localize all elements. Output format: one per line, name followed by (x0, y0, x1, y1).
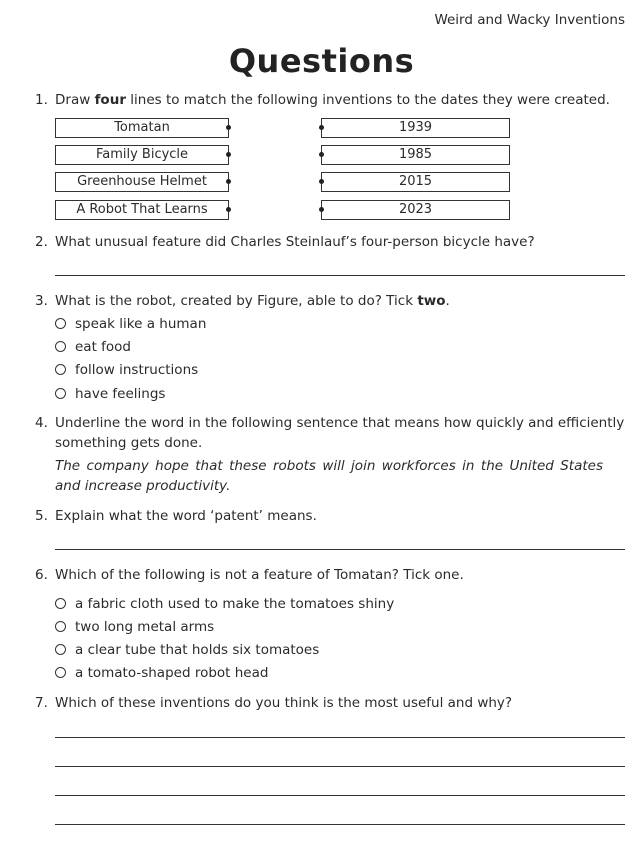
option-label: follow instructions (75, 362, 199, 378)
option-label: a tomato-shaped robot head (75, 665, 269, 681)
question-text: Underline the word in the following sentence that means how quickly and efficiently something gets done. (55, 415, 625, 451)
question-text (55, 90, 625, 110)
option-label: a clear tube that holds six tomatoes (75, 642, 320, 658)
question-5 (35, 506, 625, 526)
option-eat-food[interactable] (55, 337, 131, 357)
question-1 (35, 90, 625, 110)
quoted-sentence: The company hope that these robots will join workforces in the United States and increase productivity. (55, 458, 603, 494)
question-number: 2. (35, 234, 48, 250)
invention-box-robot-that-learns (55, 200, 229, 220)
answer-line[interactable] (55, 737, 625, 738)
date-label: 2023 (398, 202, 433, 217)
invention-label: A Robot That Learns (76, 202, 208, 217)
date-box-2015 (321, 172, 510, 192)
option-label: two long metal arms (75, 619, 215, 635)
date-label: 1939 (398, 120, 433, 135)
radio-icon[interactable] (55, 341, 66, 352)
date-label: 1985 (398, 147, 433, 162)
question-text-part: Draw (55, 92, 95, 108)
question-text-bold: four (94, 92, 126, 108)
match-dot-right[interactable] (319, 207, 324, 212)
option-follow-instructions[interactable] (55, 360, 198, 380)
question-number: 3. (35, 293, 48, 309)
radio-icon[interactable] (55, 644, 66, 655)
date-box-1939 (321, 118, 510, 138)
option-fabric-cloth[interactable] (55, 594, 394, 614)
answer-line[interactable] (55, 275, 625, 276)
match-dot-left[interactable] (226, 179, 231, 184)
question-number: 4. (35, 415, 48, 431)
question-2 (35, 232, 625, 252)
invention-box-greenhouse-helmet (55, 172, 229, 192)
option-speak-like-human[interactable] (55, 314, 206, 334)
option-label: speak like a human (75, 316, 207, 332)
invention-box-tomatan (55, 118, 229, 138)
date-label: 2015 (398, 174, 433, 189)
question-text (55, 291, 625, 311)
match-dot-left[interactable] (226, 125, 231, 130)
match-dot-right[interactable] (319, 179, 324, 184)
match-dot-right[interactable] (319, 152, 324, 157)
question-text-part: What is the robot, created by Figure, able to do? Tick (55, 293, 418, 309)
invention-label: Greenhouse Helmet (77, 174, 207, 189)
header-title: Weird and Wacky Inventions (434, 12, 625, 28)
question-3 (35, 291, 625, 311)
question-number: 5. (35, 508, 48, 524)
question-6 (35, 565, 625, 585)
question-text: What unusual feature did Charles Steinlauf’s four-person bicycle have? (55, 234, 535, 250)
radio-icon[interactable] (55, 318, 66, 329)
answer-line[interactable] (55, 824, 625, 825)
match-dot-left[interactable] (226, 207, 231, 212)
date-box-1985 (321, 145, 510, 165)
radio-icon[interactable] (55, 598, 66, 609)
question-7 (35, 693, 625, 713)
radio-icon[interactable] (55, 364, 66, 375)
answer-line[interactable] (55, 795, 625, 796)
question-text: Explain what the word ‘patent’ means. (55, 508, 317, 524)
question-number: 1. (35, 92, 48, 108)
option-clear-tube[interactable] (55, 640, 319, 660)
answer-line[interactable] (55, 766, 625, 767)
date-box-2023 (321, 200, 510, 220)
match-dot-right[interactable] (319, 125, 324, 130)
match-dot-left[interactable] (226, 152, 231, 157)
question-number: 6. (35, 567, 48, 583)
question-text: Which of these inventions do you think is the most useful and why? (55, 695, 513, 711)
question-4 (35, 413, 625, 453)
question-number: 7. (35, 695, 48, 711)
radio-icon[interactable] (55, 388, 66, 399)
radio-icon[interactable] (55, 621, 66, 632)
question-text-part: lines to match the following inventions to the dates they were created. (125, 92, 610, 108)
option-robot-head[interactable] (55, 663, 268, 683)
option-have-feelings[interactable] (55, 384, 165, 404)
question-text: Which of the following is not a feature of Tomatan? Tick one. (55, 567, 464, 583)
invention-label: Family Bicycle (95, 147, 189, 162)
answer-line[interactable] (55, 549, 625, 550)
invention-label: Tomatan (114, 120, 170, 135)
option-label: eat food (75, 339, 132, 355)
option-metal-arms[interactable] (55, 617, 214, 637)
option-label: a fabric cloth used to make the tomatoes shiny (75, 596, 395, 612)
page-title: Questions (228, 42, 415, 80)
question-text-bold: two (417, 293, 446, 309)
option-label: have feelings (75, 386, 166, 402)
radio-icon[interactable] (55, 667, 66, 678)
question-text-part: . (445, 293, 450, 309)
invention-box-family-bicycle (55, 145, 229, 165)
